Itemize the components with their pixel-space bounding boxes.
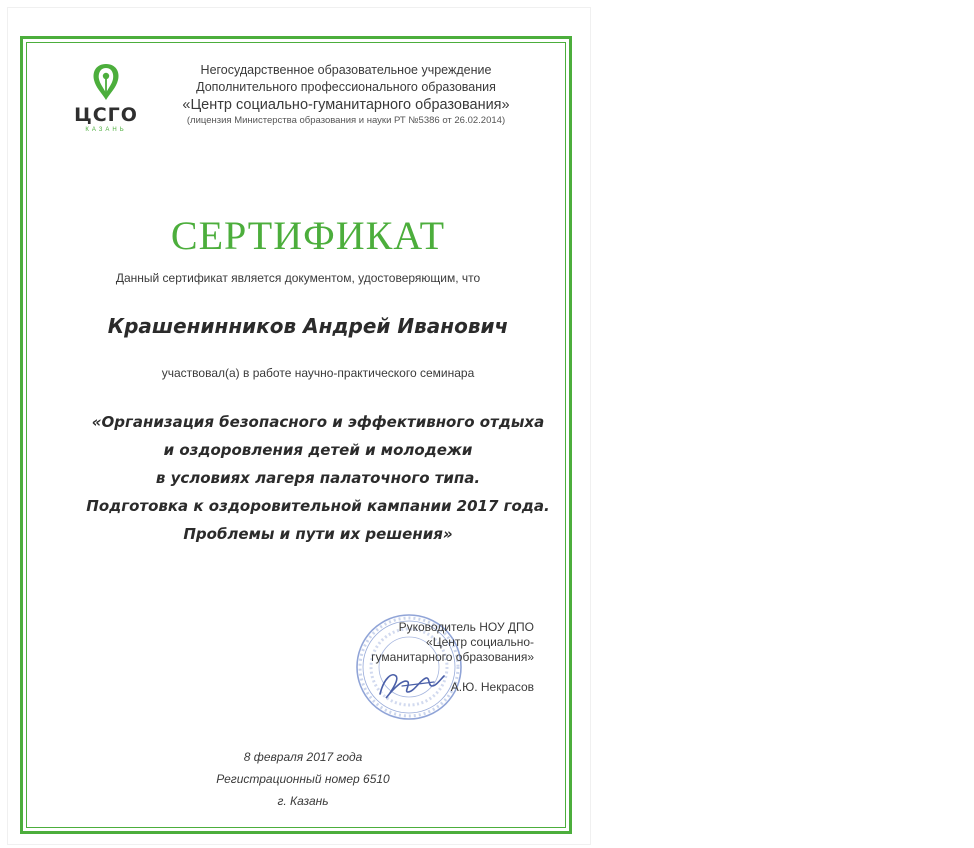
- certificate-title: СЕРТИФИКАТ: [170, 213, 446, 258]
- organization-header: [166, 62, 526, 128]
- registration-number: Регистрационный номер 6510: [216, 772, 390, 786]
- certificate-intro: Данный сертификат является документом, удостоверяющим, что: [115, 271, 481, 285]
- certificate-footer: [158, 746, 448, 812]
- seminar-title: [48, 408, 588, 548]
- seminar-line: и оздоровления детей и молодежи: [163, 441, 473, 459]
- org-license: (лицензия Министерства образования и науки РТ №5386 от 26.02.2014): [186, 115, 506, 126]
- issue-city: г. Казань: [277, 794, 329, 808]
- signatory-line-3: гуманитарного образования»: [371, 650, 534, 664]
- participation-text: участвовал(а) в работе научно-практического семинара: [161, 366, 475, 380]
- issue-date: 8 февраля 2017 года: [243, 750, 363, 764]
- signatory-title: [358, 620, 534, 665]
- seminar-line: в условиях лагеря палаточного типа.: [155, 469, 481, 487]
- seminar-line: Подготовка к оздоровительной кампании 2017 года.: [86, 497, 550, 515]
- signatory-name: А.Ю. Некрасов: [450, 680, 534, 694]
- pen-nib-logo-icon: [89, 62, 123, 102]
- seminar-line: Проблемы и пути их решения»: [183, 525, 453, 543]
- org-line-1: Негосударственное образовательное учреждение: [200, 63, 492, 77]
- logo-text: ЦСГО: [74, 104, 138, 126]
- org-line-2: Дополнительного профессионального образования: [196, 80, 496, 94]
- seminar-line: «Организация безопасного и эффективного отдыха: [91, 413, 545, 431]
- org-line-3: «Центр социально-гуманитарного образования»: [182, 97, 510, 113]
- org-logo: [66, 62, 146, 133]
- recipient-name: Крашенинников Андрей Иванович: [107, 314, 509, 338]
- logo-subtext: КАЗАНЬ: [85, 127, 127, 133]
- signatory-line-1: Руководитель НОУ ДПО: [398, 620, 534, 634]
- signatory-line-2: «Центр социально-: [426, 635, 534, 649]
- certificate-page: [8, 8, 590, 844]
